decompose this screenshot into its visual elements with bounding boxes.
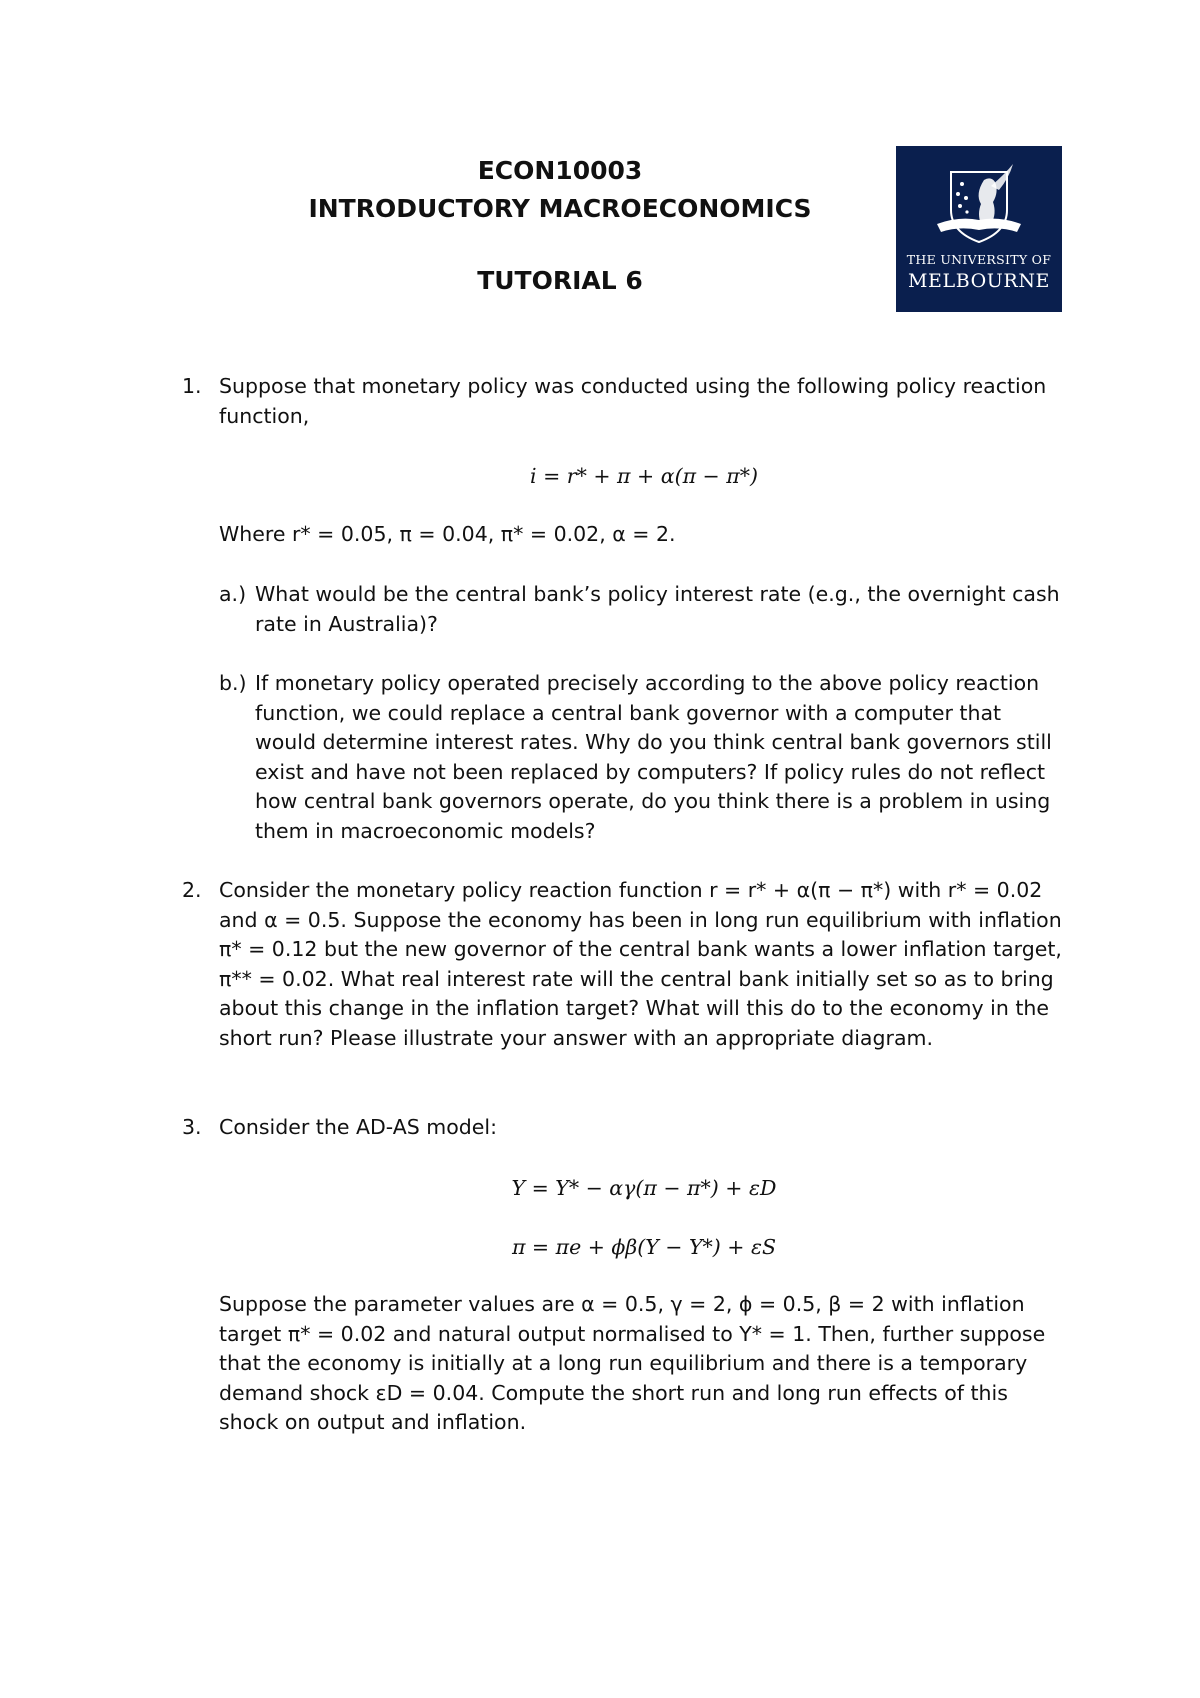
course-name: INTRODUCTORY MACROECONOMICS xyxy=(308,194,812,223)
document-header xyxy=(250,152,870,300)
question-2-number: 2. xyxy=(182,878,202,902)
crest-icon xyxy=(929,158,1029,250)
question-3-parameters: Suppose the parameter values are α = 0.5, γ = 2, ϕ = 0.5, β = 2 with inflation target π* = 0.02 and natural output normalised to Y* = 1. Then, further suppose that the economy is initially at a long run equilibrium and there is a temporary demand shock εD = 0.04. Compute the short run and long run effects of this shock on output and inflation. xyxy=(219,1292,1046,1434)
logo-line-1: THE UNIVERSITY OF xyxy=(906,252,1052,267)
logo-line-2: MELBOURNE xyxy=(907,270,1051,292)
question-1-number: 1. xyxy=(182,374,202,398)
question-1a-label: a.) xyxy=(219,582,247,606)
question-2-text: Consider the monetary policy reaction function r = r* + α(π − π*) with r* = 0.02 and α = 0.5. Suppose the economy has been in long run equilibrium with inflation π* = 0.12 but the new governor of the central bank wants a lower inflation target, π** = 0.02. What real interest rate will the central bank initially set so as to bring about this change in the inflation target? What will this do to the economy in the short run? Please illustrate your answer with an appropriate diagram. xyxy=(219,878,1062,1050)
question-1b-label: b.) xyxy=(219,671,247,695)
question-1-text: Suppose that monetary policy was conducted using the following policy reaction function, xyxy=(219,374,1047,428)
question-1-where: Where r* = 0.05, π = 0.04, π* = 0.02, α = 2. xyxy=(219,522,676,546)
question-3-equation-2: π = πe + ϕβ(Y − Y*) + εS xyxy=(511,1235,777,1259)
course-code: ECON10003 xyxy=(477,156,643,185)
question-1a-text: What would be the central bank’s policy interest rate (e.g., the overnight cash rate in Australia)? xyxy=(255,582,1060,636)
question-1-equation: i = r* + π + α(π − π*) xyxy=(530,464,758,488)
question-3-number: 3. xyxy=(182,1115,202,1139)
question-3-text: Consider the AD-AS model: xyxy=(219,1115,498,1139)
tutorial-title: TUTORIAL 6 xyxy=(477,266,643,295)
question-1b-text: If monetary policy operated precisely according to the above policy reaction function, we could replace a central bank governor with a computer that would determine interest rates. Why do you think central bank governors still exist and have not been replaced by computers? If policy rules do not reflect how central bank governors operate, do you think there is a problem in using them in macroeconomic models? xyxy=(255,671,1052,843)
question-3-equation-1: Y = Y* − αγ(π − π*) + εD xyxy=(511,1176,777,1200)
university-logo xyxy=(896,146,1062,312)
